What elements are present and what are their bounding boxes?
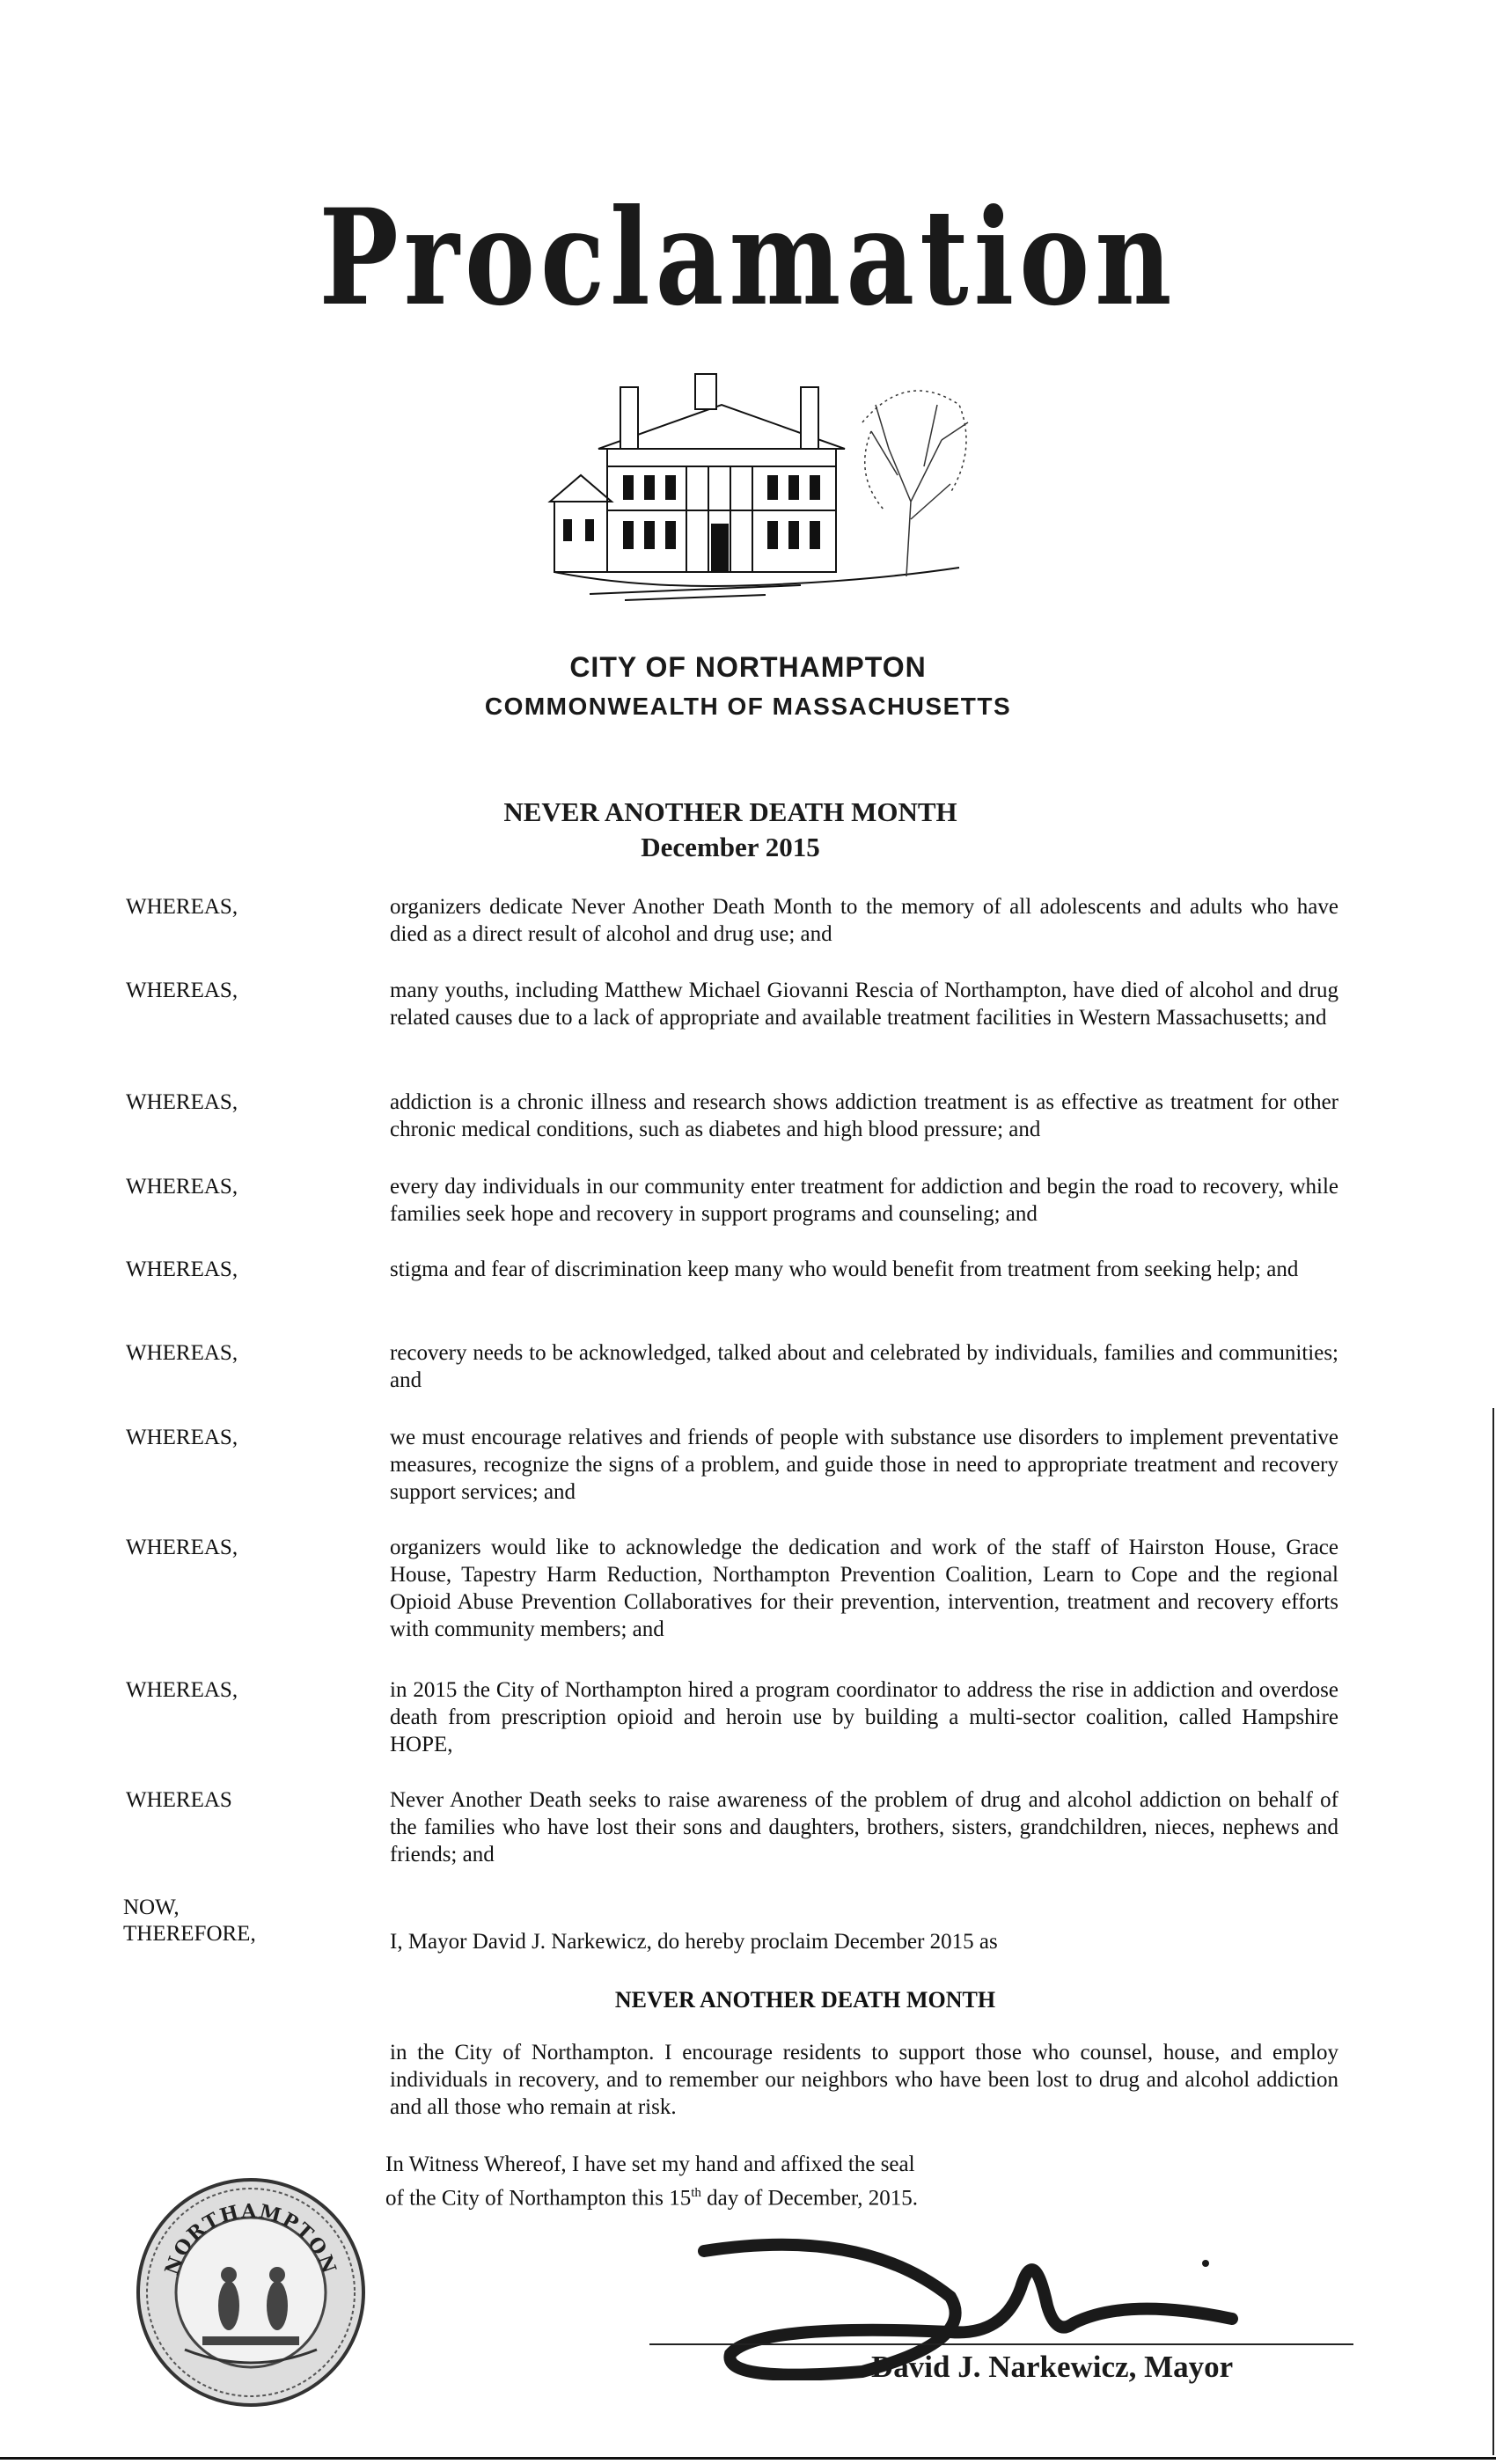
clause-label: WHEREAS, [126,1341,238,1365]
clause-text: Never Another Death seeks to raise awareness of the problem of drug and alcohol addiction on behalf of the families who have lost their sons and daughters, brothers, sisters, grandchildren, nieces, nephews and friends; and [390,1788,1338,1866]
clause-text: addiction is a chronic illness and research shows addiction treatment is as effective as treatment for other chronic medical conditions, such as diabetes and high blood pressure; and [390,1090,1338,1141]
resolution-label [123,1895,256,1947]
event-date: December 2015 [641,832,820,862]
witness-line-1: In Witness Whereof, I have set my hand and affixed the seal [385,2152,915,2176]
clause-label: WHEREAS, [126,1678,238,1702]
clause-label: WHEREAS, [126,979,238,1002]
clause-label: WHEREAS, [126,1426,238,1449]
proclaim-statement: I, Mayor David J. Narkewicz, do hereby proclaim December 2015 as [390,1930,998,1954]
clause-label: WHEREAS, [126,1090,238,1114]
closing-statement: in the City of Northampton. I encourage residents to support those who counsel, house, and employ individuals in recovery, and to remember our neighbors who have been lost to drug and alcohol addiction and all those who remain at risk. [390,2041,1338,2119]
commonwealth-name: COMMONWEALTH OF MASSACHUSETTS [484,693,1012,720]
clause-text: organizers would like to acknowledge the dedication and work of the staff of Hairston House, Grace House, Tapestry Harm Reduction, Northampton Prevention Coalition, Learn to Cope and the regional Opioid Abuse Prevention Collaboratives for their prevention, intervention, treatment and recovery efforts with community members; and [390,1536,1338,1641]
clause-label: WHEREAS [126,1788,232,1812]
clause-text: every day individuals in our community enter treatment for addiction and begin the road to recovery, while families seek hope and recovery in support programs and counseling; and [390,1175,1338,1226]
witness-line-2: of the City of Northampton this 15th day of December, 2015. [385,2186,919,2211]
witness-statement [385,2150,1037,2212]
therefore-label: THEREFORE, [123,1922,256,1946]
svg-text:NORTHAMPTON: NORTHAMPTON [160,2199,341,2278]
event-title: NEVER ANOTHER DEATH MONTH [503,796,957,827]
city-seal-icon [132,2174,370,2411]
clause-text: we must encourage relatives and friends of people with substance use disorders to implement preventative measures, recognize the signs of a problem, and guide those in need to appropriate treatment and recovery support services; and [390,1426,1338,1504]
signature-line [649,2343,1353,2345]
clause-text: many youths, including Matthew Michael Giovanni Rescia of Northampton, have died of alcohol and drug related causes due to a lack of appropriate and available treatment facilities in Western Massachusetts; and [390,979,1338,1030]
scan-edge [1492,1408,1494,2455]
proclamation-title: Proclamation [319,180,1177,336]
page-bottom-edge [0,2457,1496,2460]
city-hall-illustration [537,370,977,607]
clause-label: WHEREAS, [126,1175,238,1199]
clause-label: WHEREAS, [126,895,238,919]
clause-text: recovery needs to be acknowledged, talked about and celebrated by individuals, families and communities; and [390,1341,1338,1392]
signer-name: David J. Narkewicz, Mayor [871,2350,1234,2384]
clause-text: stigma and fear of discrimination keep many who would benefit from treatment from seeking help; and [390,1258,1299,1281]
event-title-repeat: NEVER ANOTHER DEATH MONTH [614,1987,996,2013]
now-label: NOW, [123,1896,180,1919]
clause-text: organizers dedicate Never Another Death Month to the memory of all adolescents and adults who have died as a direct result of alcohol and drug use; and [390,895,1338,946]
clause-label: WHEREAS, [126,1258,238,1281]
city-name: CITY OF NORTHAMPTON [569,651,927,683]
clause-label: WHEREAS, [126,1536,238,1559]
clause-text: in 2015 the City of Northampton hired a program coordinator to address the rise in addiction and overdose death from prescription opioid and heroin use by building a multi-sector coalition, called Hampshire HOPE, [390,1678,1338,1756]
